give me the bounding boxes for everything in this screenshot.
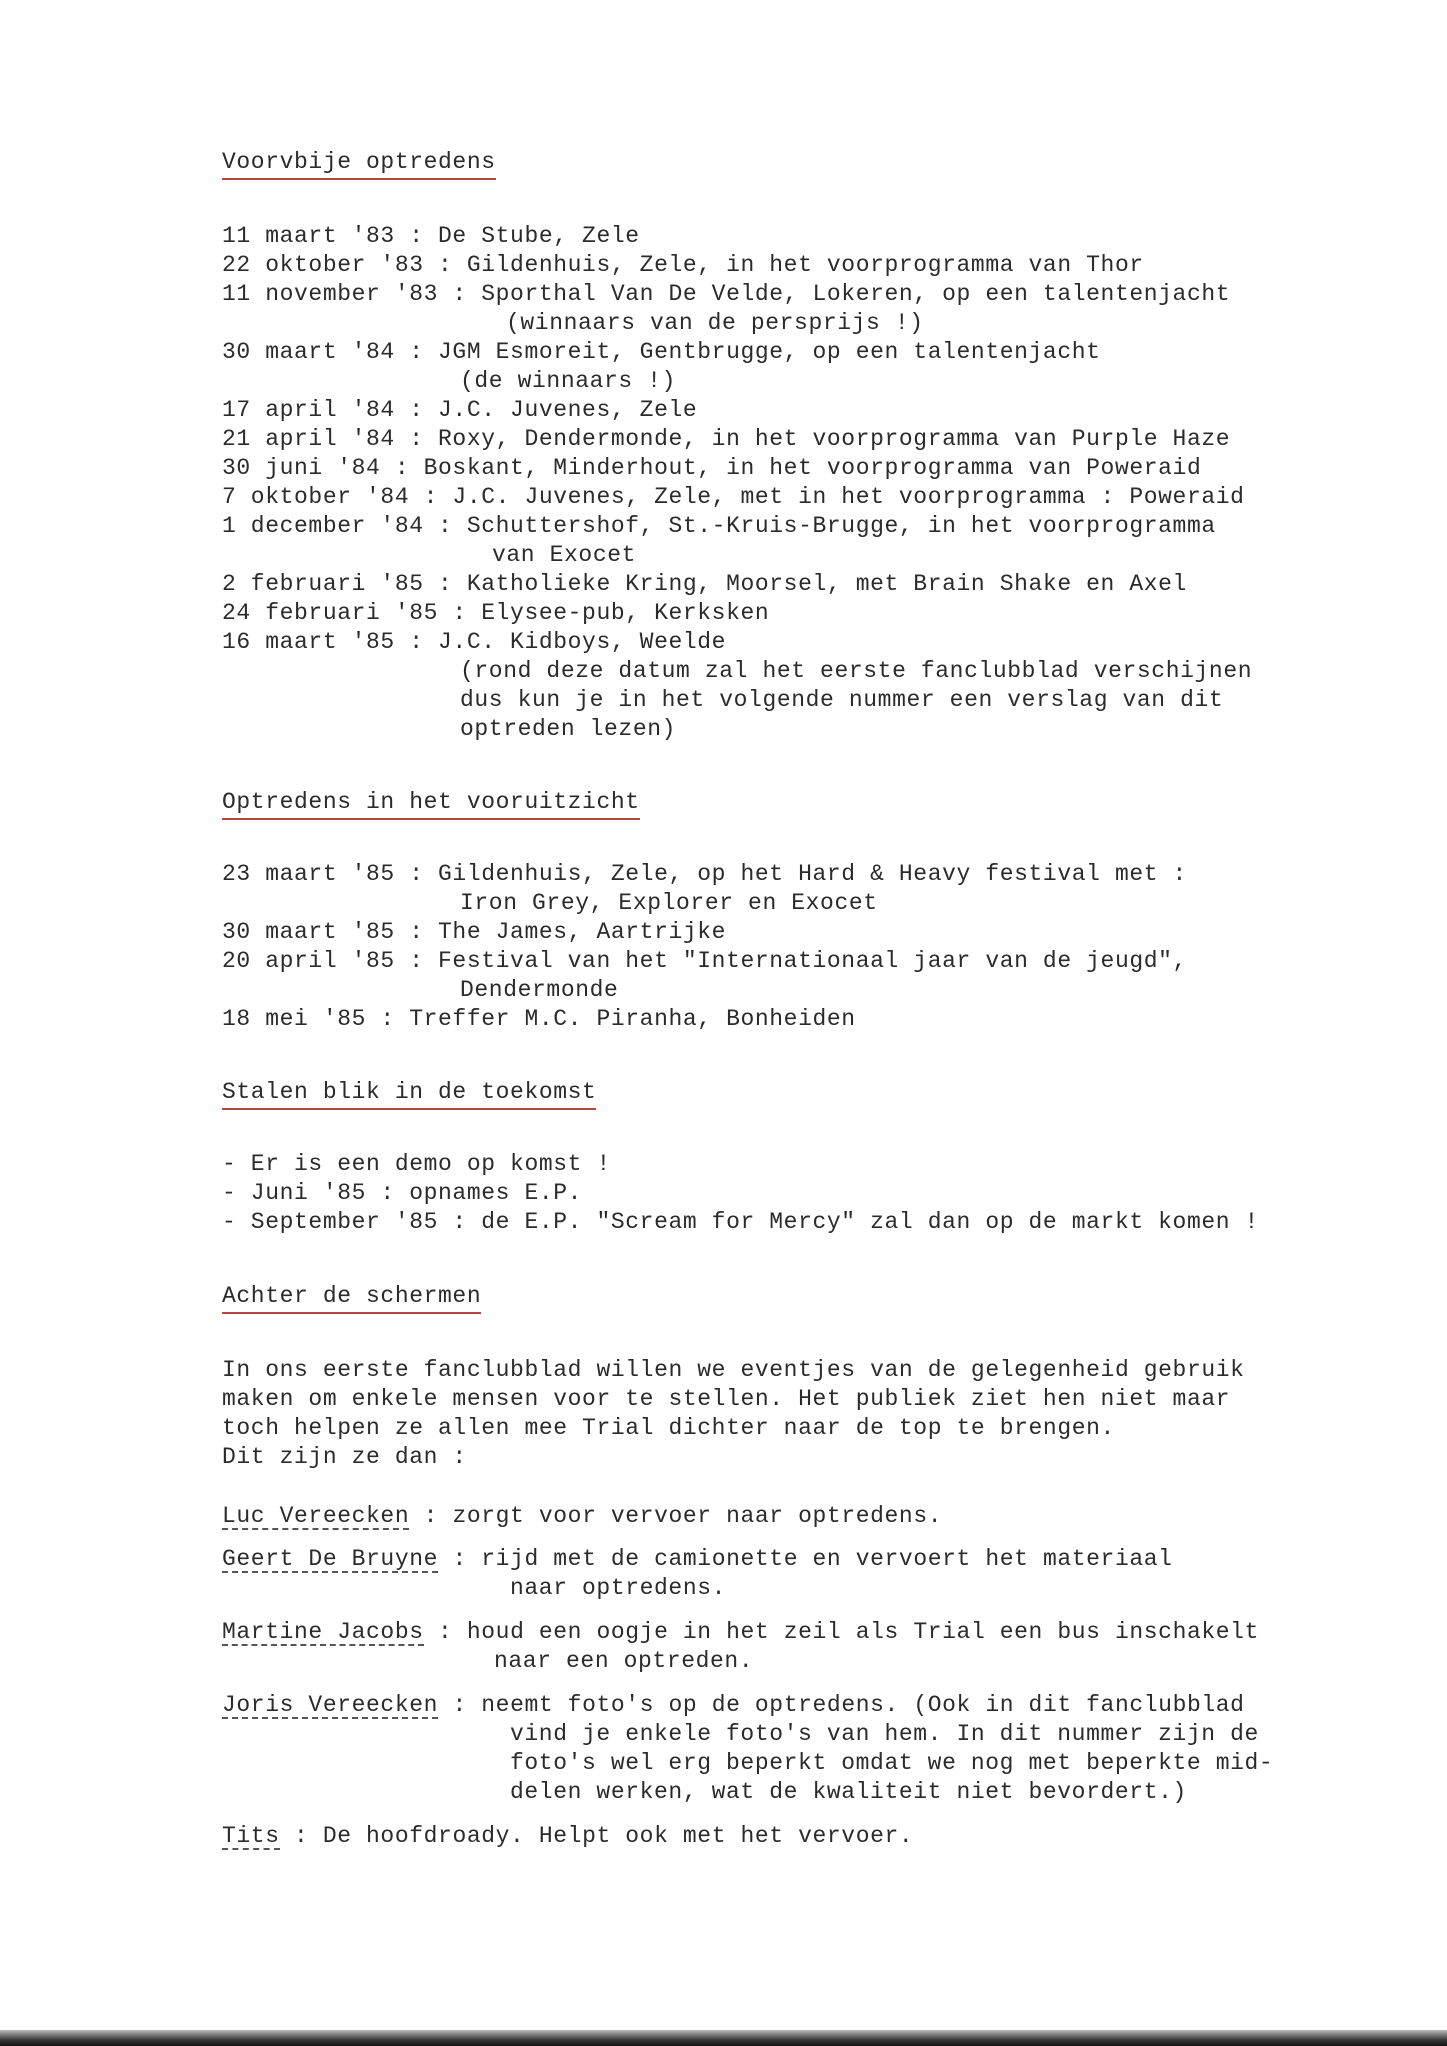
person-name: Tits [222, 1823, 280, 1849]
person-description-continued: foto's wel erg beperkt omdat we nog met beperkte mid- [510, 1750, 1274, 1776]
past-line-continued: (de winnaars !) [460, 368, 677, 394]
person-entry-geert [222, 1545, 1173, 1574]
person-description: houd een oogje in het zeil als Trial een bus inschakelt [466, 1619, 1259, 1645]
past-line: 7 oktober '84 : J.C. Juvenes, Zele, met in het voorprogramma : Poweraid [222, 484, 1245, 510]
backstage-intro-line: Dit zijn ze dan : [222, 1444, 467, 1470]
past-line: 30 maart '84 : JGM Esmoreit, Gentbrugge, op een talentenjacht [222, 339, 1101, 365]
future-line: - Juni '85 : opnames E.P. [222, 1180, 583, 1206]
person-name: Martine Jacobs [222, 1619, 424, 1645]
scan-bottom-edge [0, 2030, 1447, 2046]
person-entry-martine [222, 1618, 1259, 1647]
section-heading-past: Voorvbije optredens [222, 148, 496, 180]
past-line-continued: (winnaars van de persprijs !) [506, 310, 924, 336]
person-separator: : [438, 1692, 482, 1718]
person-entry-tits [222, 1822, 913, 1851]
person-separator: : [409, 1503, 453, 1529]
person-name: Geert De Bruyne [222, 1546, 439, 1572]
upcoming-line: 30 maart '85 : The James, Aartrijke [222, 919, 727, 945]
person-name: Luc Vereecken [222, 1503, 410, 1529]
past-line: 21 april '84 : Roxy, Dendermonde, in het voorprogramma van Purple Haze [222, 426, 1231, 452]
future-line: - September '85 : de E.P. "Scream for Mercy" zal dan op de markt komen ! [222, 1209, 1259, 1235]
person-separator: : [438, 1546, 482, 1572]
past-line: 22 oktober '83 : Gildenhuis, Zele, in het voorprogramma van Thor [222, 252, 1144, 278]
section-heading-upcoming: Optredens in het vooruitzicht [222, 788, 640, 820]
past-line: 16 maart '85 : J.C. Kidboys, Weelde [222, 629, 727, 655]
upcoming-line: 20 april '85 : Festival van het "Internationaal jaar van de jeugd", [222, 948, 1187, 974]
past-line: 24 februari '85 : Elysee-pub, Kerksken [222, 600, 770, 626]
person-separator: : [279, 1823, 323, 1849]
past-line: 2 februari '85 : Katholieke Kring, Moorsel, met Brain Shake en Axel [222, 571, 1187, 597]
past-line-continued: (rond deze datum zal het eerste fanclubblad verschijnen [460, 658, 1253, 684]
person-description-continued: naar optredens. [510, 1575, 727, 1601]
person-entry-luc [222, 1502, 942, 1531]
section-heading-backstage: Achter de schermen [222, 1282, 481, 1314]
upcoming-line-continued: Iron Grey, Explorer en Exocet [460, 890, 878, 916]
past-line-continued: dus kun je in het volgende nummer een verslag van dit [460, 687, 1224, 713]
upcoming-line: 18 mei '85 : Treffer M.C. Piranha, Bonheiden [222, 1006, 856, 1032]
person-description-continued: delen werken, wat de kwaliteit niet bevordert.) [510, 1779, 1187, 1805]
backstage-intro-line: In ons eerste fanclubblad willen we eventjes van de gelegenheid gebruik [222, 1357, 1245, 1383]
past-line-continued: van Exocet [492, 542, 637, 568]
past-line: 11 maart '83 : De Stube, Zele [222, 223, 640, 249]
upcoming-line: 23 maart '85 : Gildenhuis, Zele, op het Hard & Heavy festival met : [222, 861, 1187, 887]
person-description: neemt foto's op de optredens. (Ook in dit fanclubblad [481, 1692, 1245, 1718]
upcoming-line-continued: Dendermonde [460, 977, 619, 1003]
past-line: 1 december '84 : Schuttershof, St.-Kruis-Brugge, in het voorprogramma [222, 513, 1216, 539]
past-line: 11 november '83 : Sporthal Van De Velde, Lokeren, op een talentenjacht [222, 281, 1231, 307]
person-description: De hoofdroady. Helpt ook met het vervoer. [322, 1823, 914, 1849]
past-line-continued: optreden lezen) [460, 716, 677, 742]
past-line: 30 juni '84 : Boskant, Minderhout, in het voorprogramma van Poweraid [222, 455, 1202, 481]
person-entry-joris [222, 1691, 1245, 1720]
person-description-continued: vind je enkele foto's van hem. In dit nummer zijn de [510, 1721, 1259, 1747]
future-line: - Er is een demo op komst ! [222, 1151, 611, 1177]
person-name: Joris Vereecken [222, 1692, 439, 1718]
person-description: zorgt voor vervoer naar optredens. [452, 1503, 943, 1529]
person-description: rijd met de camionette en vervoert het materiaal [481, 1546, 1173, 1572]
person-description-continued: naar een optreden. [494, 1648, 754, 1674]
backstage-intro-line: toch helpen ze allen mee Trial dichter naar de top te brengen. [222, 1415, 1115, 1441]
past-line: 17 april '84 : J.C. Juvenes, Zele [222, 397, 698, 423]
person-separator: : [423, 1619, 467, 1645]
backstage-intro-line: maken om enkele mensen voor te stellen. Het publiek ziet hen niet maar [222, 1386, 1231, 1412]
section-heading-future: Stalen blik in de toekomst [222, 1078, 596, 1110]
